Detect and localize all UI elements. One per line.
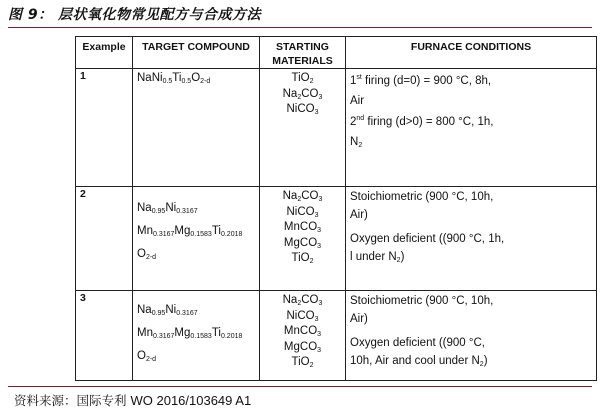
header-example: Example (76, 37, 133, 69)
example-number: 3 (76, 291, 133, 381)
table-row (76, 187, 597, 291)
header-target-compound: TARGET COMPOUND (133, 37, 260, 69)
starting-materials (260, 187, 346, 291)
source-note: 资料来源：国际专利 WO 2016/103649 A1 (14, 393, 252, 408)
formulation-table (75, 36, 597, 381)
target-compound: $Na_{0.95}Ni_{0.3167}$ $Mn_{0.3167}Mg_{0.1583}Ti_{0.2018}$ $O_{2-d}$ (133, 187, 260, 291)
material: MnCO$_3$ (283, 221, 322, 235)
furnace-conditions: 1st firing (d=0) = 900 °C, 8h, Air 2nd firing (d>0) = 800 °C, 1h, $N_2$ (346, 69, 597, 187)
furnace-conditions: Stoichiometric (900 °C, 10h, Air) Oxygen deficient ((900 °C, 10h, Air and cool under $N_2$) (346, 291, 597, 381)
material: TiO$_2$ (291, 356, 314, 370)
material: $Na_2CO_3$ (282, 87, 323, 101)
target-compound: $NaNi_{0.5}Ti_{0.5}O_{2-d}$ (133, 69, 260, 187)
furnace-conditions: Stoichiometric (900 °C, 10h, Air) Oxygen deficient ((900 °C, 1h, l under $N_2$) (346, 187, 597, 291)
header-starting-materials: STARTING MATERIALS (260, 37, 346, 69)
example-number: 2 (76, 187, 133, 291)
material: MgCO$_3$ (283, 340, 322, 354)
material: TiO$_2$ (291, 72, 314, 86)
example-number: 1 (76, 69, 133, 187)
material: $Na_2CO_3$ (282, 190, 323, 204)
table-row (76, 69, 597, 187)
table-row (76, 291, 597, 381)
target-compound: $Na_{0.95}Ni_{0.3167}$ $Mn_{0.3167}Mg_{0.1583}Ti_{0.2018}$ $O_{2-d}$ (133, 291, 260, 381)
figure-caption: 图 9： 层状氧化物常见配方与合成方法 (8, 7, 261, 23)
material: NiCO$_3$ (286, 205, 319, 219)
material: NiCO$_3$ (286, 309, 319, 323)
material: MnCO$_3$ (283, 325, 322, 339)
material: MgCO$_3$ (283, 236, 322, 250)
caption-rule (8, 27, 592, 28)
starting-materials (260, 69, 346, 187)
material: NiCO$_3$ (286, 103, 319, 117)
starting-materials (260, 291, 346, 381)
header-row (76, 37, 597, 69)
material: TiO$_2$ (291, 252, 314, 266)
material: $Na_2CO_3$ (282, 294, 323, 308)
source-rule (8, 386, 592, 387)
header-furnace-conditions: FURNACE CONDITIONS (346, 37, 597, 69)
